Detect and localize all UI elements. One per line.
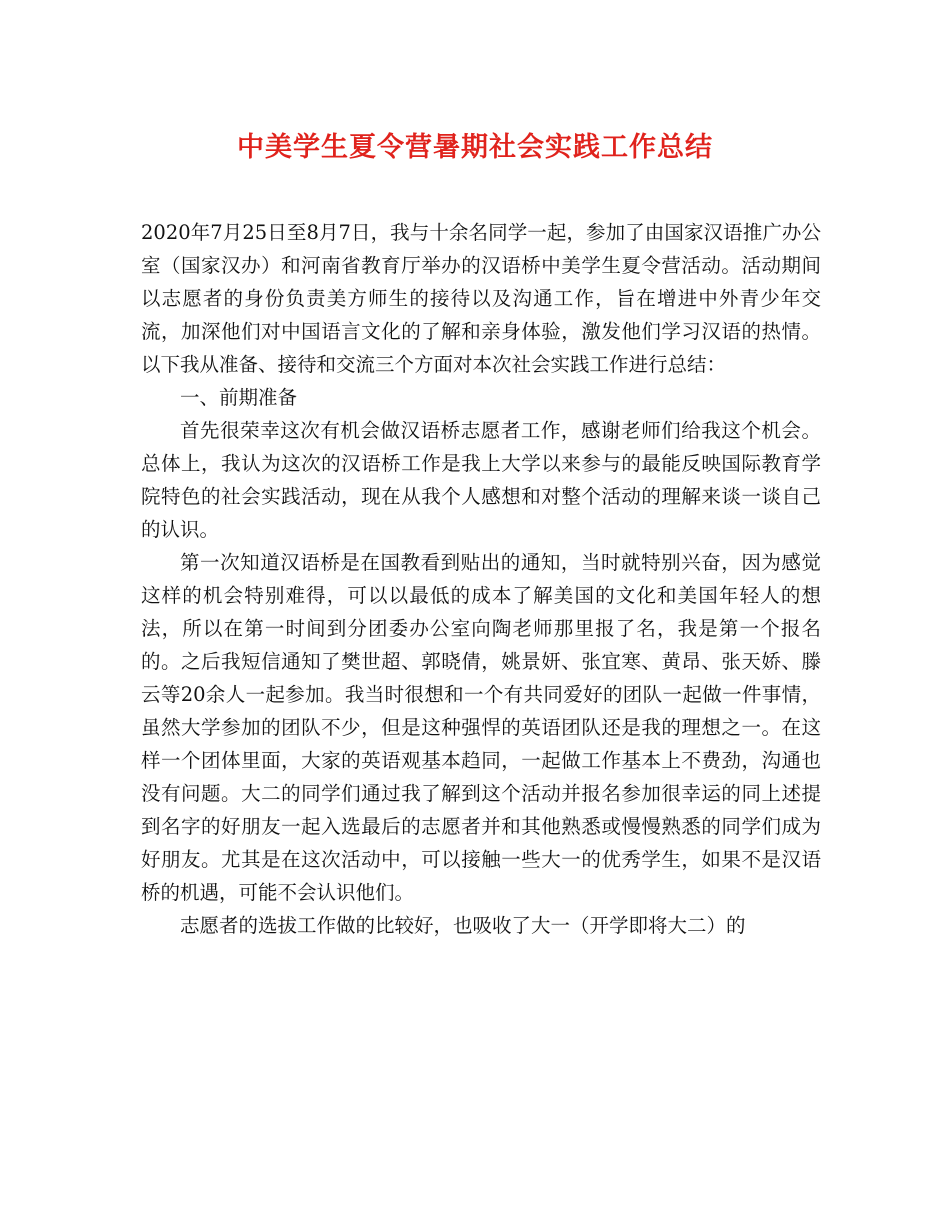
document-body <box>141 216 821 942</box>
paragraph-intro: 2020年7月25日至8月7日，我与十余名同学一起，参加了由国家汉语推广办公室（国家汉办）和河南省教育厅举办的汉语桥中美学生夏令营活动。活动期间以志愿者的身份负责美方师生的接待以及沟通工作，旨在增进中外青少年交流，加深他们对中国语言文化的了解和亲身体验，激发他们学习汉语的热情。以下我从准备、接待和交流三个方面对本次社会实践工作进行总结： <box>141 221 821 376</box>
document-title: 中美学生夏令营暑期社会实践工作总结 <box>237 132 713 163</box>
section-heading-preparation: 一、前期准备 <box>180 386 298 409</box>
paragraph-gratitude: 首先很荣幸这次有机会做汉语桥志愿者工作，感谢老师们给我这个机会。总体上，我认为这次的汉语桥工作是我上大学以来参与的最能反映国际教育学院特色的社会实践活动，现在从我个人感想和对整个活动的理解来谈一谈自己的认识。 <box>141 419 821 541</box>
paragraph-first-notice: 第一次知道汉语桥是在国教看到贴出的通知，当时就特别兴奋，因为感觉这样的机会特别难得，可以以最低的成本了解美国的文化和美国年轻人的想法，所以在第一时间到分团委办公室向陶老师那里报了名，我是第一个报名的。之后我短信通知了樊世超、郭晓倩，姚景妍、张宜寒、黄昂、张天娇、滕云等20余人一起参加。我当时很想和一个有共同爱好的团队一起做一件事情，虽然大学参加的团队不少，但是这种强悍的英语团队还是我的理想之一。在这样一个团体里面，大家的英语观基本趋同，一起做工作基本上不费劲，沟通也没有问题。大二的同学们通过我了解到这个活动并报名参加很幸运的同上述提到名字的好朋友一起入选最后的志愿者并和其他熟悉或慢慢熟悉的同学们成为好朋友。尤其是在这次活动中，可以接触一些大一的优秀学生，如果不是汉语桥的机遇，可能不会认识他们。 <box>141 551 821 904</box>
paragraph-volunteer-selection: 志愿者的选拔工作做的比较好，也吸收了大一（开学即将大二）的 <box>180 914 746 937</box>
